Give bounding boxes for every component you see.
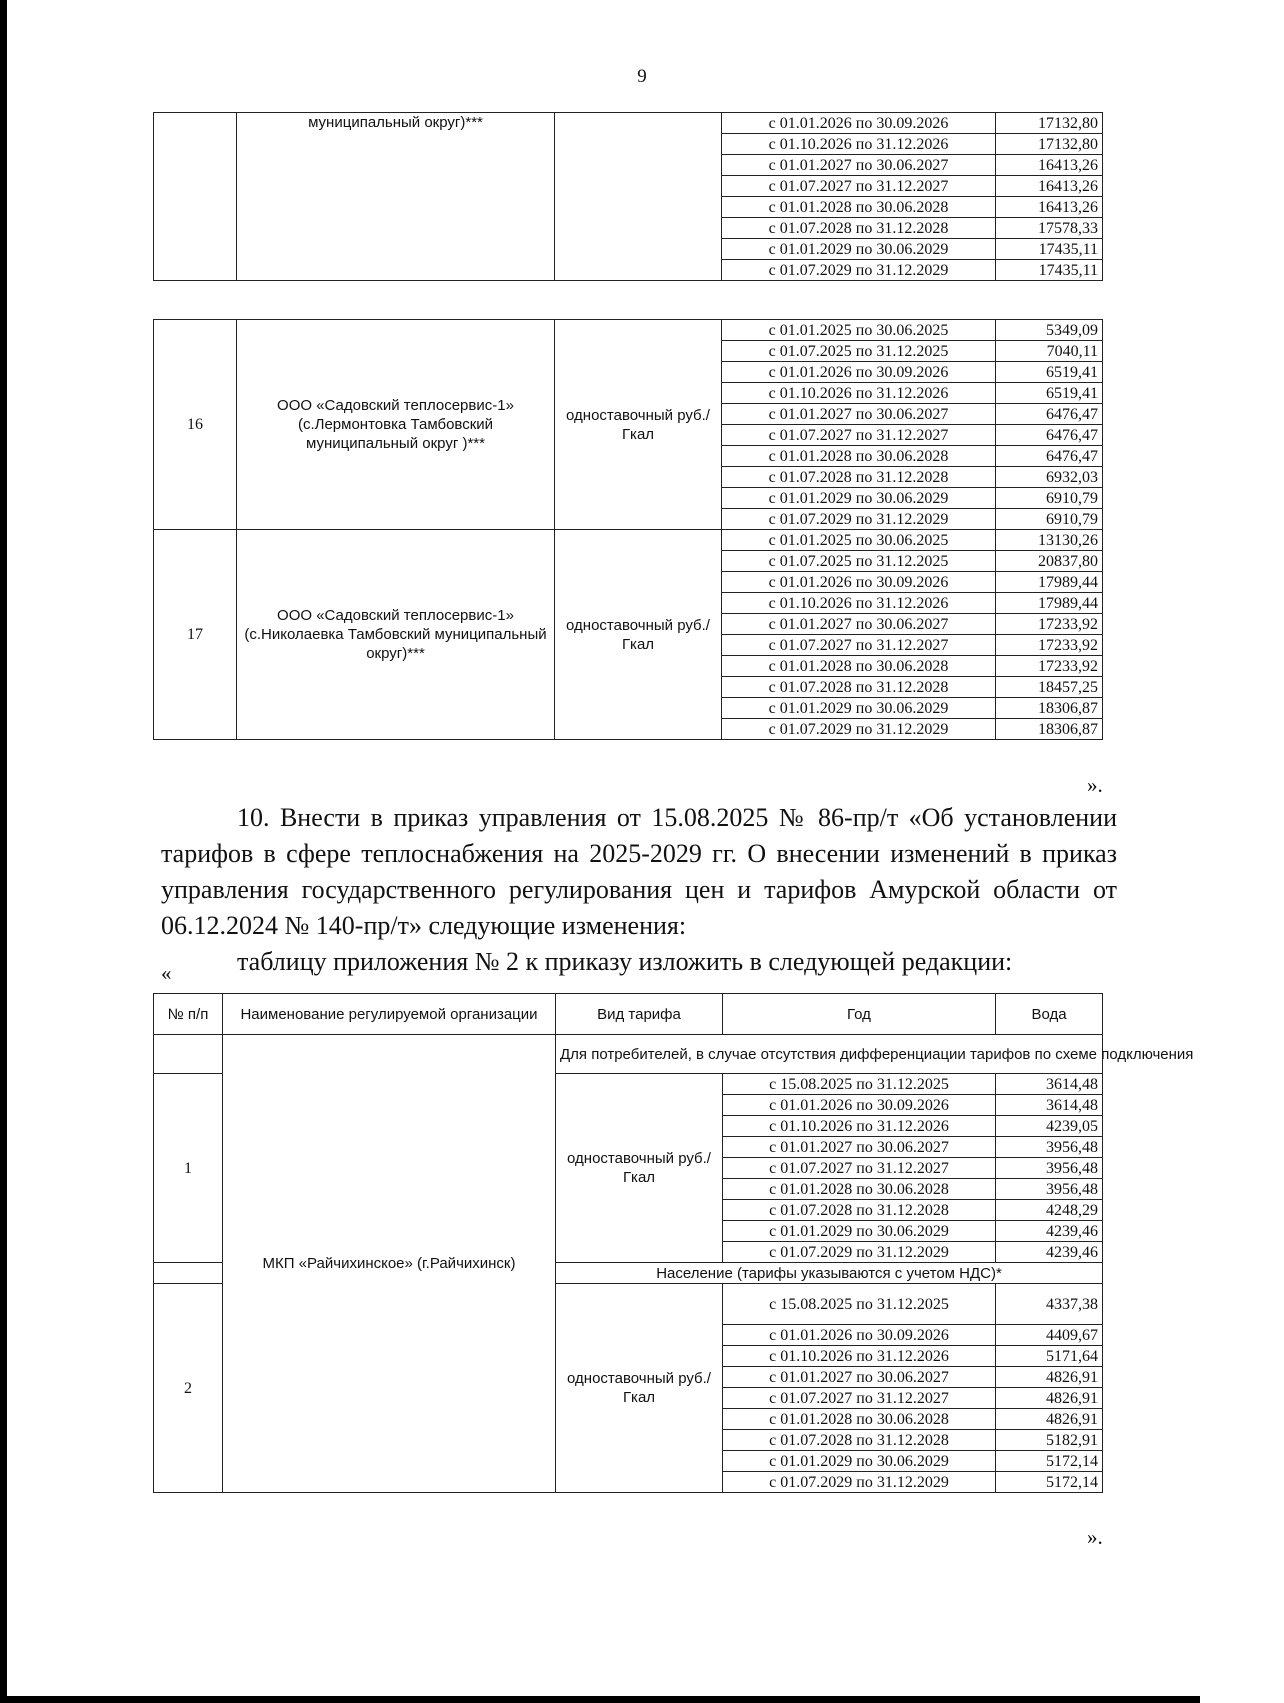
period-cell: с 01.07.2027 по 31.12.2027 [723,1388,996,1409]
value-cell: 16413,26 [996,155,1103,176]
value-cell: 17233,92 [996,656,1103,677]
num-cell: 17 [154,530,237,740]
value-cell: 3614,48 [996,1095,1103,1116]
value-cell: 7040,11 [996,341,1103,362]
value-cell: 5172,14 [996,1472,1103,1493]
value-cell: 17989,44 [996,593,1103,614]
period-cell: с 01.01.2027 по 30.06.2027 [722,614,996,635]
section-title: Население (тарифы указываются с учетом НДС)* [556,1263,1103,1284]
period-cell: с 01.07.2027 по 31.12.2027 [722,425,996,446]
period-cell: с 01.01.2029 по 30.06.2029 [722,239,996,260]
value-cell: 3956,48 [996,1179,1103,1200]
value-cell: 20837,80 [996,551,1103,572]
period-cell: с 01.01.2026 по 30.09.2026 [723,1325,996,1346]
period-cell: с 01.10.2026 по 31.12.2026 [722,383,996,404]
period-cell: с 15.08.2025 по 31.12.2025 [723,1074,996,1095]
value-cell: 6476,47 [996,425,1103,446]
kind-cell: одноставочный руб./Гкал [556,1284,723,1493]
org-cell: ООО «Садовский теплосервис-1» (с.Лермонтовка Тамбовский муниципальный округ )*** [237,320,555,530]
org-cell: МКП «Райчихинское» (г.Райчихинск) [223,1035,556,1493]
value-cell: 4409,67 [996,1325,1103,1346]
page-number: 9 [637,66,647,87]
value-cell: 6519,41 [996,362,1103,383]
amendment-text: 10. Внести в приказ управления от 15.08.2025 № 86-пр/т «Об установлении тарифов в сфере теплоснабжения на 2025-2029 гг. О внесении изменений в приказ управления государственного регулирования цен и тарифов Амурской области от 06.12.2024 № 140-пр/т» следующие изменения: [161,803,1117,940]
value-cell: 4826,91 [996,1409,1103,1430]
period-cell: с 01.01.2029 по 30.06.2029 [722,488,996,509]
period-cell: с 01.10.2026 по 31.12.2026 [722,134,996,155]
period-cell: с 01.07.2025 по 31.12.2025 [722,551,996,572]
value-cell: 6910,79 [996,509,1103,530]
value-cell: 16413,26 [996,197,1103,218]
period-cell: с 01.01.2028 по 30.06.2028 [722,656,996,677]
value-cell: 6476,47 [996,446,1103,467]
value-cell: 4239,05 [996,1116,1103,1137]
opening-quote: « [161,961,172,985]
value-cell: 18457,25 [996,677,1103,698]
value-cell: 4239,46 [996,1242,1103,1263]
num-cell: 1 [154,1074,223,1263]
period-cell: с 01.01.2025 по 30.06.2025 [722,320,996,341]
table-row [154,113,1103,134]
value-cell: 18306,87 [996,719,1103,740]
org-cell: муниципальный округ)*** [237,113,555,281]
value-cell: 4239,46 [996,1221,1103,1242]
period-cell: с 01.07.2029 по 31.12.2029 [723,1242,996,1263]
num-cell: 16 [154,320,237,530]
period-cell: с 01.01.2029 по 30.06.2029 [723,1221,996,1242]
kind-cell: одноставочный руб./Гкал [556,1074,723,1263]
value-cell: 17435,11 [996,239,1103,260]
period-cell: с 01.01.2025 по 30.06.2025 [722,530,996,551]
num-cell: 2 [154,1284,223,1493]
scan-edge-bottom [0,1696,1200,1703]
value-cell: 4826,91 [996,1367,1103,1388]
value-cell: 5182,91 [996,1430,1103,1451]
period-cell: с 01.01.2029 по 30.06.2029 [722,698,996,719]
tariff-table-main [153,319,1103,740]
period-cell: с 01.07.2028 по 31.12.2028 [722,218,996,239]
period-cell: с 01.07.2029 по 31.12.2029 [722,260,996,281]
section-row [154,1035,1103,1074]
num-cell [154,113,237,281]
period-cell: с 01.01.2026 по 30.09.2026 [722,572,996,593]
value-cell: 6910,79 [996,488,1103,509]
period-cell: с 01.07.2028 по 31.12.2028 [722,467,996,488]
value-cell: 5349,09 [996,320,1103,341]
period-cell: с 01.01.2028 по 30.06.2028 [723,1179,996,1200]
kind-cell: одноставочный руб./Гкал [555,530,722,740]
period-cell: с 01.01.2027 по 30.06.2027 [722,155,996,176]
period-cell: с 01.07.2029 по 31.12.2029 [723,1472,996,1493]
value-cell: 4337,38 [996,1284,1103,1325]
value-cell: 18306,87 [996,698,1103,719]
kind-cell [555,113,722,281]
closing-quote-2: ». [1087,1525,1103,1549]
period-cell: с 01.07.2025 по 31.12.2025 [722,341,996,362]
header-year: Год [723,994,996,1035]
period-cell: с 01.01.2027 по 30.06.2027 [722,404,996,425]
section-title: Для потребителей, в случае отсутствия дифференциации тарифов по схеме подключения [556,1035,1103,1074]
value-cell: 3614,48 [996,1074,1103,1095]
value-cell: 16413,26 [996,176,1103,197]
amendment-instruction: таблицу приложения № 2 к приказу изложить в следующей редакции: [237,947,1013,976]
period-cell: с 01.07.2027 по 31.12.2027 [722,176,996,197]
period-cell: с 01.10.2026 по 31.12.2026 [723,1346,996,1367]
num-cell [154,1263,223,1284]
value-cell: 3956,48 [996,1137,1103,1158]
period-cell: с 01.07.2028 по 31.12.2028 [723,1430,996,1451]
period-cell: с 01.01.2028 по 30.06.2028 [723,1409,996,1430]
period-cell: с 01.01.2026 по 30.09.2026 [722,113,996,134]
period-cell: с 01.01.2027 по 30.06.2027 [723,1367,996,1388]
period-cell: с 01.10.2026 по 31.12.2026 [722,593,996,614]
kind-cell: одноставочный руб./Гкал [555,320,722,530]
table-row [154,530,1103,551]
period-cell: с 01.07.2028 по 31.12.2028 [722,677,996,698]
period-cell: с 01.07.2028 по 31.12.2028 [723,1200,996,1221]
period-cell: с 01.01.2028 по 30.06.2028 [722,197,996,218]
value-cell: 5172,14 [996,1451,1103,1472]
period-cell: с 01.07.2027 по 31.12.2027 [723,1158,996,1179]
value-cell: 17233,92 [996,614,1103,635]
period-cell: с 01.07.2029 по 31.12.2029 [722,719,996,740]
scan-edge-left [0,0,7,1703]
amendment-paragraph [161,800,1117,980]
period-cell: с 01.01.2028 по 30.06.2028 [722,446,996,467]
period-cell: с 01.07.2027 по 31.12.2027 [722,635,996,656]
period-cell: с 01.01.2029 по 30.06.2029 [723,1451,996,1472]
table-row [154,320,1103,341]
header-water: Вода [996,994,1103,1035]
tariff-table-continued [153,112,1103,281]
tariff-table-new [153,993,1194,1493]
value-cell: 6519,41 [996,383,1103,404]
period-cell: с 01.01.2026 по 30.09.2026 [722,362,996,383]
closing-quote-1: ». [1087,773,1103,797]
period-cell: с 01.01.2026 по 30.09.2026 [723,1095,996,1116]
org-cell: ООО «Садовский теплосервис-1» (с.Николаевка Тамбовский муниципальный округ)*** [237,530,555,740]
value-cell: 17132,80 [996,134,1103,155]
value-cell: 6476,47 [996,404,1103,425]
header-kind: Вид тарифа [556,994,723,1035]
value-cell: 13130,26 [996,530,1103,551]
period-cell: с 01.07.2029 по 31.12.2029 [722,509,996,530]
value-cell: 17578,33 [996,218,1103,239]
value-cell: 17989,44 [996,572,1103,593]
period-cell: с 15.08.2025 по 31.12.2025 [723,1284,996,1325]
value-cell: 4248,29 [996,1200,1103,1221]
period-cell: с 01.10.2026 по 31.12.2026 [723,1116,996,1137]
value-cell: 17233,92 [996,635,1103,656]
period-cell: с 01.01.2027 по 30.06.2027 [723,1137,996,1158]
value-cell: 6932,03 [996,467,1103,488]
header-org: Наименование регулируемой организации [223,994,556,1035]
value-cell: 5171,64 [996,1346,1103,1367]
header-num: № п/п [154,994,223,1035]
value-cell: 4826,91 [996,1388,1103,1409]
num-cell [154,1035,223,1074]
value-cell: 17132,80 [996,113,1103,134]
value-cell: 3956,48 [996,1158,1103,1179]
value-cell: 17435,11 [996,260,1103,281]
